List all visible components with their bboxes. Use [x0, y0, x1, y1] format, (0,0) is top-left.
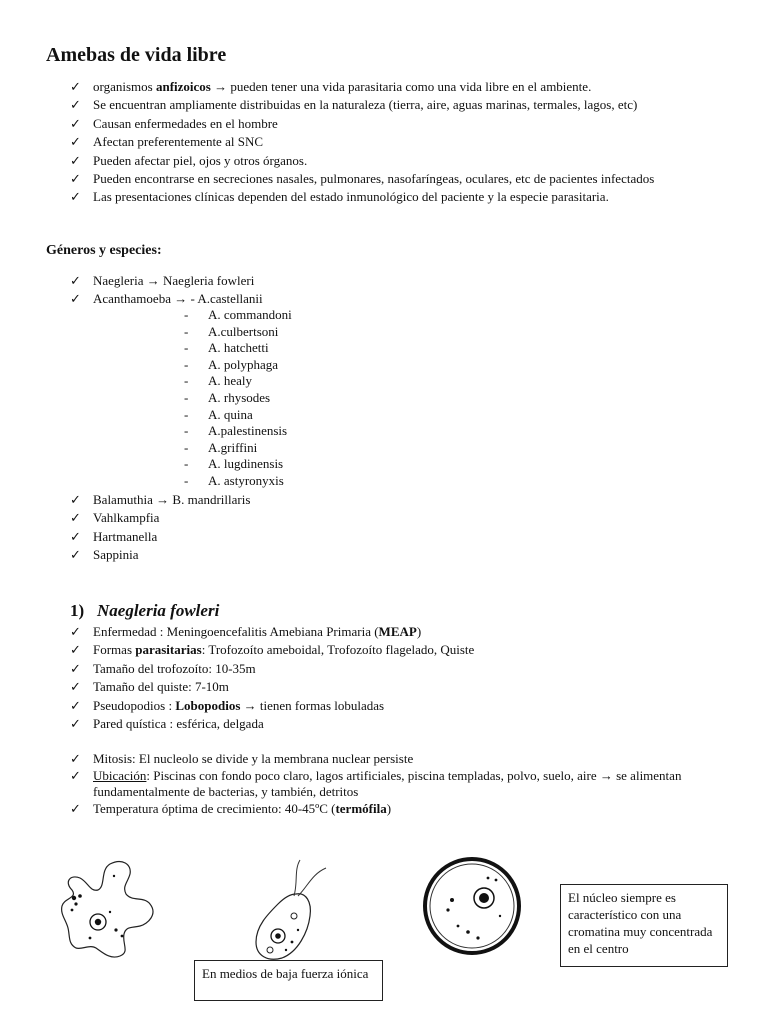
genus-item	[70, 546, 250, 564]
genera-list-continued	[70, 491, 250, 565]
species-item	[184, 407, 292, 424]
section-heading-naegleria	[70, 601, 219, 621]
check-mark-icon: ✓	[70, 768, 81, 784]
intro-item	[70, 170, 654, 188]
item-text: Tamaño del trofozoíto: 10-35m	[93, 660, 256, 676]
species-item	[184, 324, 292, 341]
amoeboid-trophozoite-drawing	[52, 856, 164, 964]
dash-marker: -	[184, 323, 189, 339]
caption-nucleus-chromatin: El núcleo siempre es característico con una cromatina muy concentrada en el centro	[560, 884, 728, 967]
check-mark-icon: ✓	[70, 171, 81, 187]
intro-item	[70, 96, 654, 114]
species-name: A. hatchetti	[208, 340, 269, 356]
dash-marker: -	[184, 340, 189, 356]
dash-marker: -	[184, 389, 189, 405]
dash-marker: -	[184, 456, 189, 472]
item-text: Sappinia	[93, 547, 139, 563]
item-text: Temperatura óptima de crecimiento: 40-45ºC (	[93, 801, 336, 817]
item-text: : Trofozoíto ameboidal, Trofozoíto flagelado, Quiste	[201, 642, 475, 658]
item-text: Naegleria → Naegleria fowleri	[93, 273, 255, 288]
species-name: A.palestinensis	[208, 423, 288, 439]
species-item	[184, 456, 292, 473]
item-text-bold: termófila	[335, 801, 387, 817]
check-mark-icon: ✓	[70, 660, 81, 676]
genus-item	[70, 491, 250, 509]
check-mark-icon: ✓	[70, 716, 81, 732]
intro-list	[70, 78, 654, 207]
genus-item	[70, 509, 250, 527]
species-item	[184, 357, 292, 374]
check-mark-icon: ✓	[70, 679, 81, 695]
item-text: Pared quística : esférica, delgada	[93, 716, 264, 732]
dash-marker: -	[184, 406, 189, 422]
check-mark-icon: ✓	[70, 697, 81, 713]
item-text: Pueden encontrarse en secreciones nasales, pulmonares, nasofaríngeas, oculares, etc de pacientes infectados	[93, 171, 655, 187]
item-label-underlined: Ubicación	[93, 768, 147, 784]
naegleria-fact	[70, 768, 713, 800]
item-text: Pseudopodios :	[93, 697, 176, 713]
check-mark-icon: ✓	[70, 79, 81, 94]
check-mark-icon: ✓	[70, 751, 81, 766]
species-name: A. astyronyxis	[208, 472, 284, 488]
check-mark-icon: ✓	[70, 291, 81, 307]
item-text: )	[416, 624, 422, 639]
item-text: Vahlkampfia	[93, 510, 160, 526]
species-item	[184, 373, 292, 390]
dash-marker: -	[184, 307, 189, 322]
item-text: Balamuthia → B. mandrillaris	[93, 492, 251, 507]
check-mark-icon: ✓	[70, 115, 81, 131]
dash-marker: -	[184, 373, 189, 389]
intro-item	[70, 78, 654, 96]
intro-item	[70, 188, 654, 206]
item-text: Hartmanella	[93, 528, 158, 544]
item-text: Las presentaciones clínicas dependen del estado inmunológico del paciente y la especie parasitaria.	[93, 189, 609, 205]
species-name: A. rhysodes	[208, 389, 271, 405]
item-text: Mitosis: El nucleolo se divide y la membrana nuclear persiste	[93, 751, 414, 766]
dash-marker: -	[184, 439, 189, 455]
species-item	[184, 307, 292, 324]
species-name: A. healy	[208, 373, 253, 389]
naegleria-facts-list	[70, 623, 474, 733]
species-name: A. commandoni	[208, 307, 292, 322]
item-text: Se encuentran ampliamente distribuidas en la naturaleza (tierra, aire, aguas marinas, termales, lagos, etc)	[93, 97, 638, 113]
species-item	[184, 390, 292, 407]
check-mark-icon: ✓	[70, 97, 81, 113]
dash-marker: -	[184, 423, 189, 439]
check-mark-icon: ✓	[70, 642, 81, 658]
item-text: Acanthamoeba → - A.castellanii	[93, 291, 263, 307]
acanthamoeba-species-list	[184, 307, 292, 490]
check-mark-icon: ✓	[70, 273, 81, 288]
check-mark-icon: ✓	[70, 528, 81, 544]
species-item	[184, 340, 292, 357]
section-title: Naegleria fowleri	[97, 601, 220, 620]
item-text-bold: Lobopodios	[175, 697, 241, 713]
item-text: : Piscinas con fondo poco claro, lagos artificiales, piscina templadas, polvo, suelo, aire → se alimentan fundamentalmente de bacterias, y también, detritos	[93, 768, 682, 800]
naegleria-fact	[70, 678, 474, 696]
item-text-bold: anfizoicos	[155, 79, 211, 94]
species-name: A. polyphaga	[208, 356, 279, 372]
naegleria-fact	[70, 660, 474, 678]
dash-marker: -	[184, 472, 189, 488]
naegleria-biology-list	[70, 750, 713, 819]
item-text: Causan enfermedades en el hombre	[93, 115, 278, 131]
species-name: A.culbertsoni	[208, 323, 279, 339]
item-text-bold: MEAP	[378, 624, 417, 639]
check-mark-icon: ✓	[70, 624, 81, 639]
intro-item	[70, 115, 654, 133]
naegleria-fact	[70, 623, 474, 641]
caption-low-ionic-strength: En medios de baja fuerza iónica	[194, 960, 383, 1001]
flagellate-trophozoite-drawing	[238, 858, 336, 964]
item-text: → tienen formas lobuladas	[240, 697, 385, 713]
section-number: 1)	[70, 601, 85, 620]
check-mark-icon: ✓	[70, 801, 81, 817]
genus-item	[70, 272, 263, 290]
naegleria-fact	[70, 697, 474, 715]
item-text: )	[386, 801, 392, 817]
species-name: A. quina	[208, 406, 253, 422]
item-text-bold: parasitarias	[135, 642, 202, 658]
item-text: Formas	[93, 642, 136, 658]
species-item	[184, 423, 292, 440]
species-item	[184, 473, 292, 490]
item-text: Tamaño del quiste: 7-10m	[93, 679, 229, 695]
cyst-drawing	[418, 856, 526, 956]
naegleria-fact	[70, 800, 713, 818]
intro-item	[70, 152, 654, 170]
item-text: Afectan preferentemente al SNC	[93, 134, 264, 150]
species-name: A.griffini	[208, 439, 258, 455]
species-name: A. lugdinensis	[208, 456, 284, 472]
item-text: organismos	[93, 79, 156, 94]
check-mark-icon: ✓	[70, 189, 81, 205]
item-text: Enfermedad : Meningoencefalitis Amebiana Primaria (	[93, 624, 379, 639]
check-mark-icon: ✓	[70, 134, 81, 150]
dash-marker: -	[184, 356, 189, 372]
naegleria-fact	[70, 715, 474, 733]
intro-item	[70, 133, 654, 151]
genus-item	[70, 528, 250, 546]
item-text: Pueden afectar piel, ojos y otros órganos.	[93, 152, 308, 168]
page-title: Amebas de vida libre	[46, 44, 227, 66]
naegleria-fact	[70, 641, 474, 659]
check-mark-icon: ✓	[70, 510, 81, 526]
genera-list	[70, 272, 263, 309]
check-mark-icon: ✓	[70, 547, 81, 563]
genera-heading: Géneros y especies:	[46, 243, 162, 258]
check-mark-icon: ✓	[70, 492, 81, 507]
species-item	[184, 440, 292, 457]
item-text: → pueden tener una vida parasitaria como una vida libre en el ambiente.	[210, 79, 592, 94]
check-mark-icon: ✓	[70, 152, 81, 168]
naegleria-fact	[70, 750, 713, 768]
